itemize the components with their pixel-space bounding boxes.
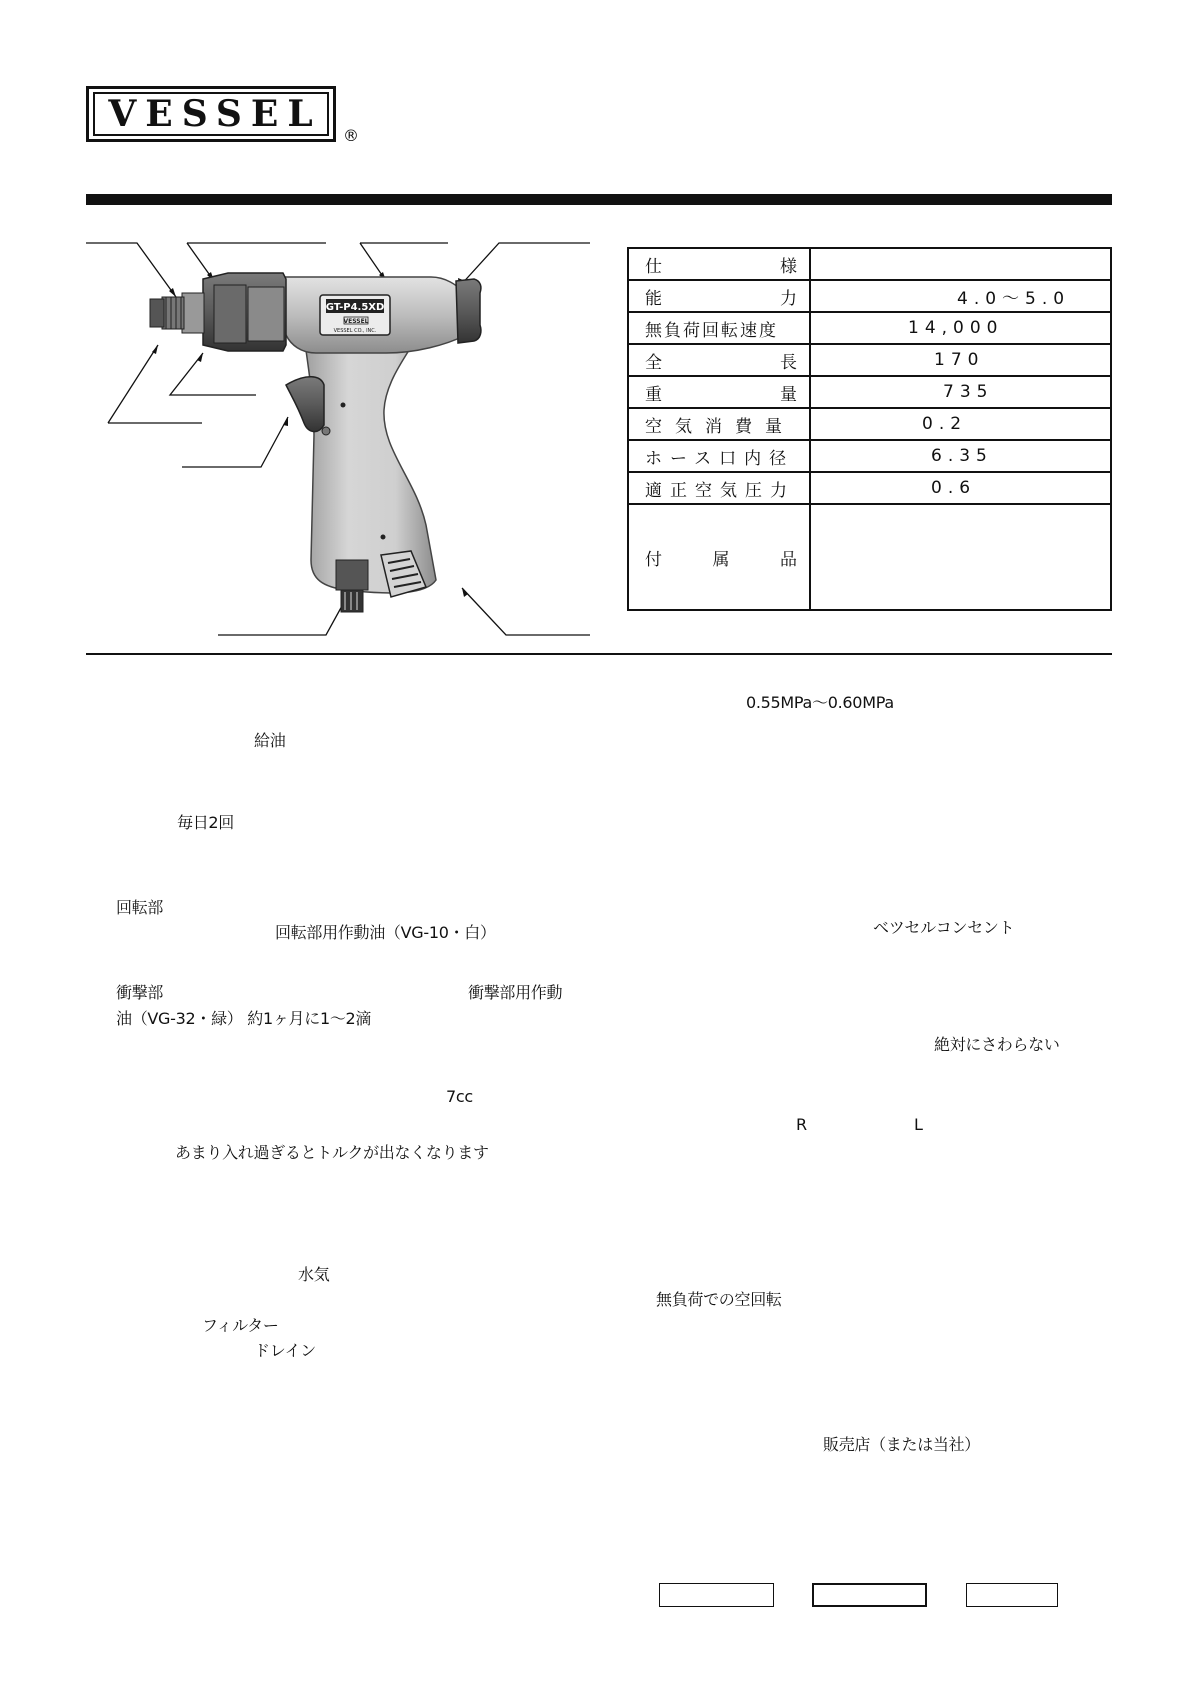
impact-driver-illustration [86,235,596,645]
spec-row [628,440,1111,472]
impact-oil-cont-text: 油（VG-32・緑） 約1ヶ月に1〜2滴 [116,1009,372,1028]
empty-box-3 [966,1583,1058,1607]
drain-text: ドレイン [254,1341,317,1360]
header-rule [86,194,1112,205]
empty-box-2 [812,1583,927,1607]
spec-value-hose: 6.35 [810,440,1111,472]
vessel-outlet-text: ベツセルコンセント [873,918,1015,937]
vessel-logo [86,86,336,142]
spec-value [810,248,1111,280]
spec-label-capacity: 能 力 [645,288,799,309]
spec-label-speed: 無負荷回転速度 [628,312,810,344]
empty-box-1 [659,1583,774,1607]
plate-company: VESSEL CO., INC. [333,328,377,334]
no-load-text: 無負荷での空回転 [656,1290,782,1309]
spec-value-length: 170 [810,344,1111,376]
spec-value-capacity: 4.0〜5.0 [810,280,1111,312]
pressure-range: 0.55MPa〜0.60MPa [746,693,894,712]
spec-row [628,248,1111,280]
filter-text: フィルター [202,1316,279,1335]
spec-value-accessories [810,504,1111,610]
rotation-part-text: 回転部 [116,898,164,917]
spec-row [628,280,1111,312]
water-text: 水気 [298,1265,330,1284]
r-text: R [796,1115,807,1134]
impact-part-text: 衝撃部 [116,983,164,1002]
logo-text: VESSEL [93,92,329,136]
spec-value-pressure: 0.6 [810,472,1111,504]
spec-value-weight: 735 [810,376,1111,408]
cc-text: 7cc [446,1087,473,1106]
plate-brand: VESSEL [343,318,369,325]
spec-label-仕様: 仕 様 [645,256,799,277]
overfill-warning-text: あまり入れ過ぎるとトルクが出なくなります [175,1143,489,1162]
model-label: GT-P4.5XD [325,302,385,313]
spec-table [627,247,1112,611]
spec-label-weight: 重 量 [645,384,799,405]
spec-label-length: 全 長 [645,352,799,373]
spec-label-air-consumption: 空気消費量 [628,408,810,440]
spec-value-air-consumption: 0.2 [810,408,1111,440]
spec-label-pressure: 適正空気圧力 [628,472,810,504]
rotation-oil-text: 回転部用作動油（VG-10・白） [275,923,496,942]
spec-row [628,376,1111,408]
impact-oil-text: 衝撃部用作動 [468,983,563,1002]
spec-label-accessories: 付 属 品 [645,549,799,570]
spec-row [628,504,1111,610]
section-rule [86,653,1112,655]
spec-row [628,408,1111,440]
spec-value-speed: 14,000 [810,312,1111,344]
spec-row [628,344,1111,376]
registered-mark: ® [343,126,359,145]
never-touch-text: 絶対にさわらない [934,1035,1060,1054]
dealer-text: 販売店（または当社） [823,1435,981,1454]
oiling-text: 給油 [254,731,286,750]
spec-row [628,312,1111,344]
spec-row [628,472,1111,504]
twice-daily-text: 毎日2回 [177,813,234,832]
spec-label-hose: ホース口内径 [628,440,810,472]
l-text: L [914,1115,923,1134]
